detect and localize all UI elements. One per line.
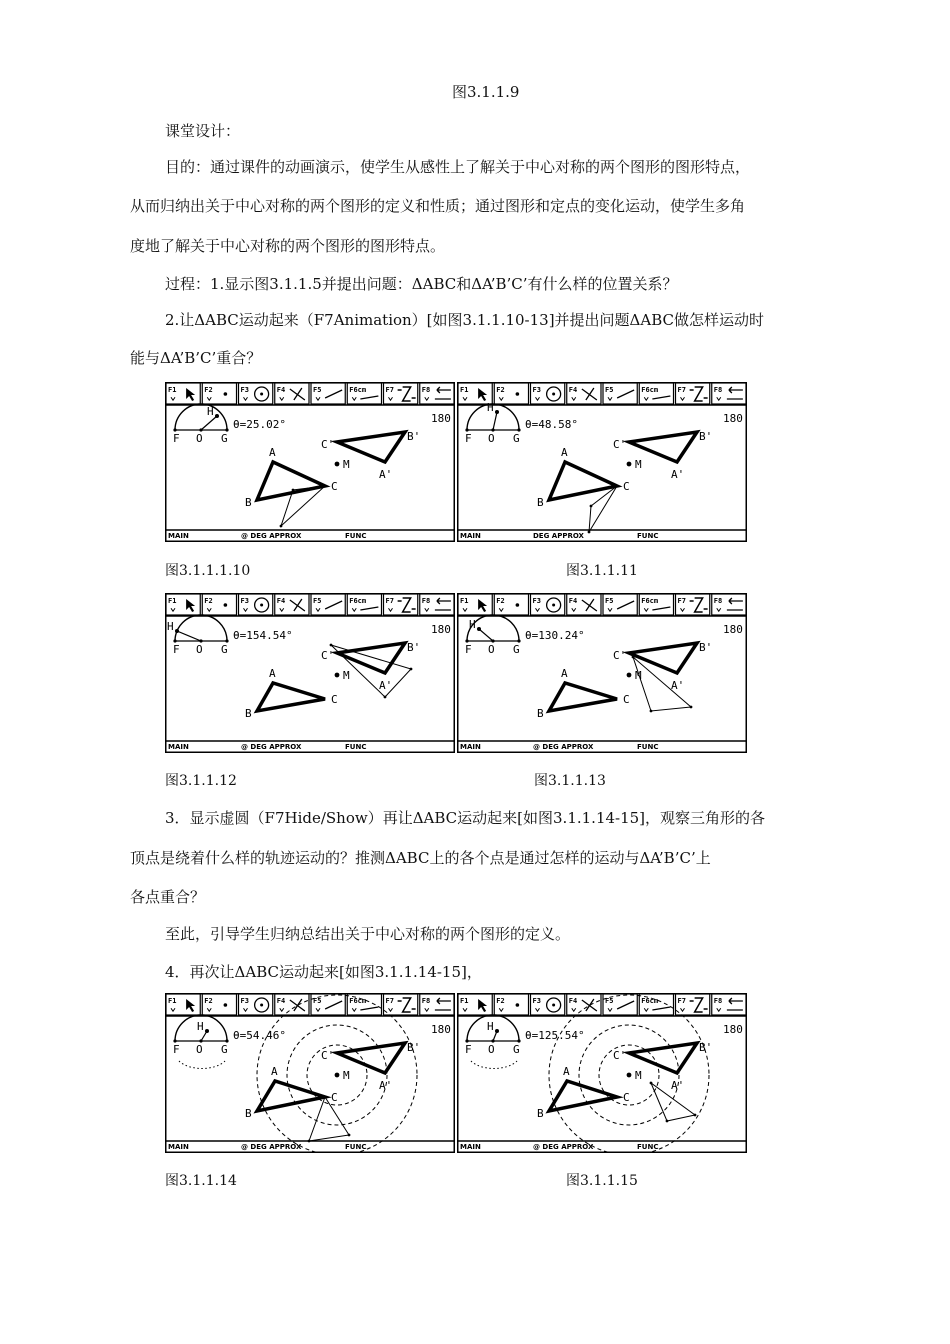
toolbar-label: F3 xyxy=(532,597,541,605)
control-handle xyxy=(205,1029,209,1033)
label-f: F xyxy=(173,643,180,656)
circle-center-icon xyxy=(552,604,555,607)
screen-frame xyxy=(166,594,455,753)
rotating-vertex xyxy=(384,696,387,699)
toolbar-label: F4 xyxy=(568,386,578,394)
figure-caption: 图3.1.1.1.10 xyxy=(165,563,251,579)
angle-readout: θ=25.02° xyxy=(233,418,286,431)
toolbar-label: F8 xyxy=(421,597,431,605)
toolbar-label: F2 xyxy=(204,386,213,394)
status-mode: MAIN xyxy=(168,532,189,540)
status-angle-mode: DEG APPROX xyxy=(533,532,584,540)
status-func: FUNC xyxy=(345,743,367,751)
control-handle xyxy=(495,1029,499,1033)
label-o: O xyxy=(488,432,495,445)
value-readout: 180 xyxy=(723,1023,743,1036)
screen-svg xyxy=(457,593,747,753)
toolbar-label: F5 xyxy=(605,597,614,605)
screen-frame xyxy=(166,994,455,1153)
rotating-vertex xyxy=(650,710,653,713)
circle-center-icon xyxy=(552,1004,555,1007)
figure-caption: 图3.1.1.15 xyxy=(566,1173,638,1189)
point-icon xyxy=(224,392,228,396)
center-point xyxy=(335,1073,340,1078)
figure-caption: 图3.1.1.12 xyxy=(165,773,237,789)
toolbar-label: F4 xyxy=(276,386,286,394)
label-f: F xyxy=(173,1043,180,1056)
paragraph-line: 各点重合？ xyxy=(130,888,206,906)
toolbar-label: F3 xyxy=(240,997,249,1005)
label-a-prime: A' xyxy=(379,468,393,481)
toolbar-label: F7 xyxy=(385,997,394,1005)
toolbar-label: F1 xyxy=(460,386,469,394)
center-point xyxy=(627,673,632,678)
control-handle xyxy=(215,414,219,418)
label-a: A xyxy=(269,667,276,680)
toolbar-label: F5 xyxy=(313,997,322,1005)
angle-readout: θ=125.54° xyxy=(525,1029,585,1042)
circle-center-icon xyxy=(260,393,263,396)
label-o: O xyxy=(488,1043,495,1056)
status-mode: MAIN xyxy=(460,743,481,751)
label-o: O xyxy=(196,432,203,445)
label-a: A xyxy=(561,446,568,459)
toolbar-label: F8 xyxy=(713,386,723,394)
toolbar-label: F3 xyxy=(532,386,541,394)
screen-svg xyxy=(165,382,455,542)
rotating-vertex xyxy=(348,1134,351,1137)
status-angle-mode: @ DEG APPROX xyxy=(533,1143,594,1151)
figure-caption: 图3.1.1.11 xyxy=(566,563,638,579)
label-g: G xyxy=(513,1043,520,1056)
screen-svg xyxy=(457,993,747,1153)
label-h: H xyxy=(167,620,174,633)
status-mode: MAIN xyxy=(460,1143,481,1151)
label-g: G xyxy=(221,432,228,445)
status-angle-mode: @ DEG APPROX xyxy=(241,1143,302,1151)
label-b: B xyxy=(245,707,252,720)
rotating-vertex xyxy=(690,706,693,709)
point-icon xyxy=(516,603,520,607)
toolbar-label: F1 xyxy=(168,997,177,1005)
status-angle-mode: @ DEG APPROX xyxy=(241,743,302,751)
label-m: M xyxy=(635,669,642,682)
section-heading: 课堂设计： xyxy=(165,122,241,140)
label-f: F xyxy=(465,643,472,656)
figure-caption-top: 图3.1.1.9 xyxy=(452,83,520,101)
toolbar-label: F4 xyxy=(276,597,286,605)
label-f: F xyxy=(465,1043,472,1056)
toolbar-label: F6cm xyxy=(349,597,367,605)
status-mode: MAIN xyxy=(168,743,189,751)
rotating-vertex xyxy=(308,1140,311,1143)
label-a-prime: A' xyxy=(379,1079,393,1092)
screen-svg xyxy=(165,593,455,753)
label-a-prime: A' xyxy=(671,468,685,481)
label-c-prime: C' xyxy=(321,1049,335,1062)
calculator-screen xyxy=(457,993,747,1153)
label-h: H xyxy=(487,1020,494,1033)
point-icon xyxy=(224,1003,228,1007)
paragraph-line: 4．再次让ΔABC运动起来[如图3.1.1.14-15]， xyxy=(165,963,482,981)
label-a-prime: A' xyxy=(671,1079,685,1092)
rotating-vertex xyxy=(324,485,327,488)
toolbar-label: F7 xyxy=(677,386,686,394)
label-b: B xyxy=(245,1107,252,1120)
toolbar-label: F1 xyxy=(168,597,177,605)
rotating-vertex xyxy=(590,505,593,508)
point-icon xyxy=(224,603,228,607)
label-o: O xyxy=(196,1043,203,1056)
label-m: M xyxy=(635,1069,642,1082)
toolbar-label: F1 xyxy=(460,997,469,1005)
label-f: F xyxy=(173,432,180,445)
label-a: A xyxy=(271,1065,278,1078)
label-b-prime: B' xyxy=(407,430,421,443)
toolbar-label: F1 xyxy=(168,386,177,394)
toolbar-label: F1 xyxy=(460,597,469,605)
toolbar-label: F4 xyxy=(568,597,578,605)
label-c: C xyxy=(623,693,630,706)
rotating-vertex xyxy=(292,489,295,492)
point-icon xyxy=(516,1003,520,1007)
label-h: H xyxy=(469,618,476,631)
label-a-prime: A' xyxy=(671,679,685,692)
toolbar-label: F2 xyxy=(496,597,505,605)
label-b: B xyxy=(537,1107,544,1120)
value-readout: 180 xyxy=(431,623,451,636)
toolbar-label: F6cm xyxy=(641,997,659,1005)
label-m: M xyxy=(635,458,642,471)
rotating-vertex xyxy=(632,656,635,659)
toolbar-label: F2 xyxy=(496,386,505,394)
label-m: M xyxy=(343,669,350,682)
label-h: H xyxy=(197,1020,204,1033)
label-c-prime: C' xyxy=(321,649,335,662)
toolbar-label: F4 xyxy=(568,997,578,1005)
status-angle-mode: @ DEG APPROX xyxy=(241,532,302,540)
status-func: FUNC xyxy=(637,1143,659,1151)
toolbar-label: F5 xyxy=(313,597,322,605)
rotating-vertex xyxy=(280,525,283,528)
toolbar-label: F3 xyxy=(240,597,249,605)
toolbar-label: F7 xyxy=(677,997,686,1005)
angle-readout: θ=54.46° xyxy=(233,1029,286,1042)
rotating-vertex xyxy=(694,1114,697,1117)
rotating-vertex xyxy=(330,644,333,647)
paragraph-line: 至此，引导学生归纳总结出关于中心对称的两个图形的定义。 xyxy=(165,925,571,943)
toolbar-label: F6cm xyxy=(349,997,367,1005)
toolbar-label: F6cm xyxy=(641,597,659,605)
label-a-prime: A' xyxy=(379,679,393,692)
toolbar-label: F7 xyxy=(385,386,394,394)
toolbar-label: F5 xyxy=(313,386,322,394)
calculator-screen xyxy=(165,382,455,542)
label-a: A xyxy=(563,1065,570,1078)
label-b: B xyxy=(245,496,252,509)
status-func: FUNC xyxy=(637,743,659,751)
status-angle-mode: @ DEG APPROX xyxy=(533,743,594,751)
calculator-screen xyxy=(165,993,455,1153)
toolbar-label: F5 xyxy=(605,386,614,394)
label-b: B xyxy=(537,496,544,509)
paragraph-line: 度地了解关于中心对称的两个图形的图形特点。 xyxy=(130,237,446,255)
value-readout: 180 xyxy=(431,412,451,425)
label-c: C xyxy=(623,480,630,493)
angle-readout: θ=130.24° xyxy=(525,629,585,642)
label-c-prime: C' xyxy=(613,1049,627,1062)
paragraph-line: 3．显示虚圆（F7Hide/Show）再让ΔABC运动起来[如图3.1.1.14-15]，观察三角形的各 xyxy=(165,809,766,827)
rotating-vertex xyxy=(410,668,413,671)
control-handle xyxy=(175,629,179,633)
label-o: O xyxy=(196,643,203,656)
label-h: H xyxy=(207,405,214,418)
label-c: C xyxy=(623,1091,630,1104)
angle-readout: θ=154.54° xyxy=(233,629,293,642)
circle-center-icon xyxy=(552,393,555,396)
toolbar-label: F4 xyxy=(276,997,286,1005)
label-c-prime: C' xyxy=(321,438,335,451)
label-g: G xyxy=(513,643,520,656)
toolbar-label: F6cm xyxy=(641,386,659,394)
status-func: FUNC xyxy=(345,532,367,540)
paragraph-line: 过程：1.显示图3.1.1.5并提出问题：ΔABC和ΔA’B’C’有什么样的位置关系？ xyxy=(165,275,678,293)
circle-center-icon xyxy=(260,604,263,607)
control-handle xyxy=(477,627,481,631)
toolbar-label: F8 xyxy=(421,997,431,1005)
calculator-screen xyxy=(457,382,747,542)
rotating-vertex xyxy=(666,1120,669,1123)
label-b-prime: B' xyxy=(407,1041,421,1054)
figure-caption: 图3.1.1.14 xyxy=(165,1173,237,1189)
center-point xyxy=(335,673,340,678)
screen-frame xyxy=(458,594,747,753)
center-point xyxy=(335,462,340,467)
label-h: H xyxy=(487,401,494,414)
rotating-vertex xyxy=(324,1096,327,1099)
paragraph-line: 2.让ΔABC运动起来（F7Animation）[如图3.1.1.10-13]并提出问题ΔABC做怎样运动时 xyxy=(165,311,765,329)
label-m: M xyxy=(343,1069,350,1082)
screen-frame xyxy=(458,383,747,542)
label-b: B xyxy=(537,707,544,720)
calculator-screen xyxy=(457,593,747,753)
value-readout: 180 xyxy=(723,412,743,425)
calculator-screen xyxy=(165,593,455,753)
paragraph-line: 目的：通过课件的动画演示，使学生从感性上了解关于中心对称的两个图形的图形特点， xyxy=(165,158,751,176)
center-point xyxy=(627,462,632,467)
screen-frame xyxy=(458,994,747,1153)
toolbar-label: F3 xyxy=(532,997,541,1005)
label-b-prime: B' xyxy=(699,1041,713,1054)
rotating-vertex xyxy=(588,531,591,534)
label-m: M xyxy=(343,458,350,471)
toolbar-label: F8 xyxy=(713,997,723,1005)
label-g: G xyxy=(221,1043,228,1056)
figure-caption: 图3.1.1.13 xyxy=(534,773,606,789)
label-c-prime: C' xyxy=(613,438,627,451)
toolbar-label: F2 xyxy=(496,997,505,1005)
toolbar-label: F5 xyxy=(605,997,614,1005)
screen-svg xyxy=(165,993,455,1153)
label-o: O xyxy=(488,643,495,656)
label-b-prime: B' xyxy=(407,641,421,654)
value-readout: 180 xyxy=(723,623,743,636)
toolbar-label: F6cm xyxy=(349,386,367,394)
status-func: FUNC xyxy=(637,532,659,540)
label-g: G xyxy=(221,643,228,656)
label-c: C xyxy=(331,480,338,493)
label-f: F xyxy=(465,432,472,445)
rotating-vertex xyxy=(616,485,619,488)
toolbar-label: F2 xyxy=(204,597,213,605)
rotating-vertex xyxy=(650,1082,653,1085)
status-func: FUNC xyxy=(345,1143,367,1151)
toolbar-label: F8 xyxy=(421,386,431,394)
label-g: G xyxy=(513,432,520,445)
status-mode: MAIN xyxy=(460,532,481,540)
status-mode: MAIN xyxy=(168,1143,189,1151)
value-readout: 180 xyxy=(431,1023,451,1036)
control-handle xyxy=(495,410,499,414)
paragraph-line: 从而归纳出关于中心对称的两个图形的定义和性质；通过图形和定点的变化运动，使学生多角 xyxy=(130,197,746,215)
paragraph-line: 顶点是绕着什么样的轨迹运动的？推测ΔABC上的各个点是通过怎样的运动与ΔA’B’C’上 xyxy=(130,849,711,867)
toolbar-label: F7 xyxy=(677,597,686,605)
center-point xyxy=(627,1073,632,1078)
label-a: A xyxy=(269,446,276,459)
circle-center-icon xyxy=(260,1004,263,1007)
screen-svg xyxy=(457,382,747,542)
label-c-prime: C' xyxy=(613,649,627,662)
label-b-prime: B' xyxy=(699,641,713,654)
toolbar-label: F3 xyxy=(240,386,249,394)
label-a: A xyxy=(561,667,568,680)
label-c: C xyxy=(331,693,338,706)
label-b-prime: B' xyxy=(699,430,713,443)
angle-readout: θ=48.58° xyxy=(525,418,578,431)
label-c: C xyxy=(331,1091,338,1104)
toolbar-label: F7 xyxy=(385,597,394,605)
toolbar-label: F8 xyxy=(713,597,723,605)
paragraph-line: 能与ΔA’B’C’重合？ xyxy=(130,349,262,367)
toolbar-label: F2 xyxy=(204,997,213,1005)
point-icon xyxy=(516,392,520,396)
